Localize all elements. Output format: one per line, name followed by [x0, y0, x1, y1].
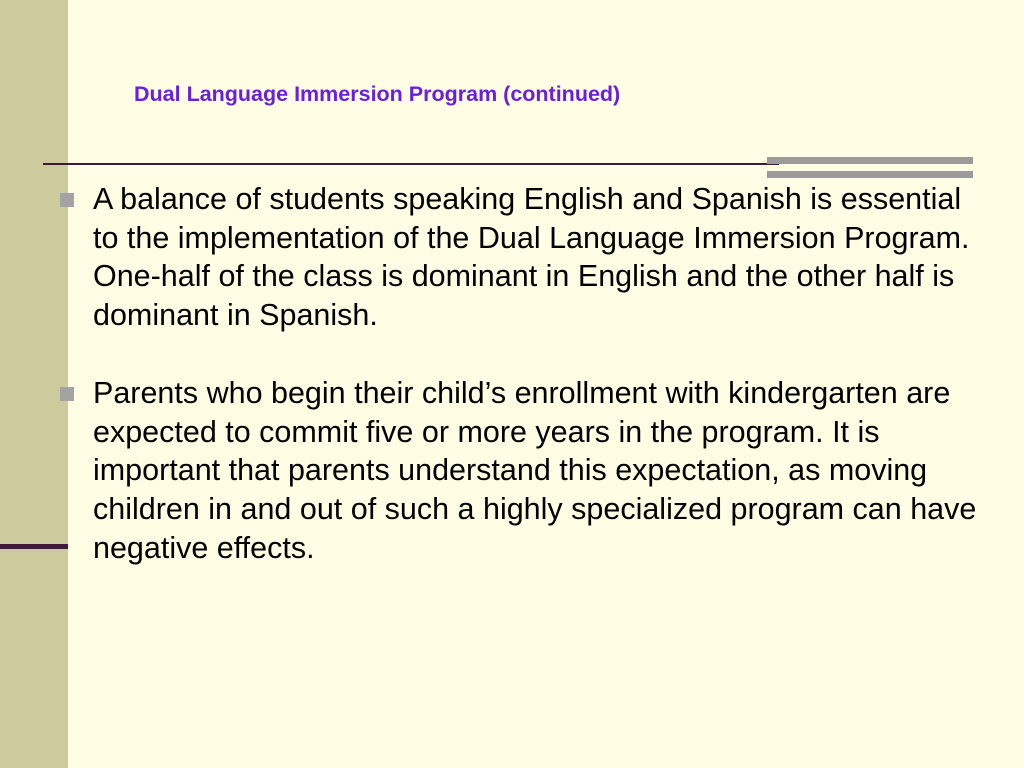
- slide-title: Dual Language Immersion Program (continued): [134, 82, 621, 106]
- bullet-text: Parents who begin their child’s enrollment with kindergarten are expected to commit five or more years in the program. It is important that parents understand this expectation, as moving children in and out of such a highly specialized program can have negative effects.: [93, 375, 977, 565]
- bullet-text: A balance of students speaking English and Spanish is essential to the implementation of the Dual Language Immersion Program. One-half of the class is dominant in English and the other half is dominant in Spanish.: [93, 182, 970, 333]
- square-bullet-icon: [60, 387, 74, 401]
- title-divider-line: [43, 163, 779, 165]
- slide-body: [60, 180, 990, 568]
- left-decorative-band: [0, 0, 68, 768]
- accent-bar-top: [767, 157, 973, 164]
- accent-bar-bottom: [767, 171, 973, 178]
- bullet-item: [60, 374, 990, 568]
- left-decorative-rule: [0, 544, 68, 549]
- square-bullet-icon: [60, 193, 74, 207]
- bullet-item: [60, 180, 990, 335]
